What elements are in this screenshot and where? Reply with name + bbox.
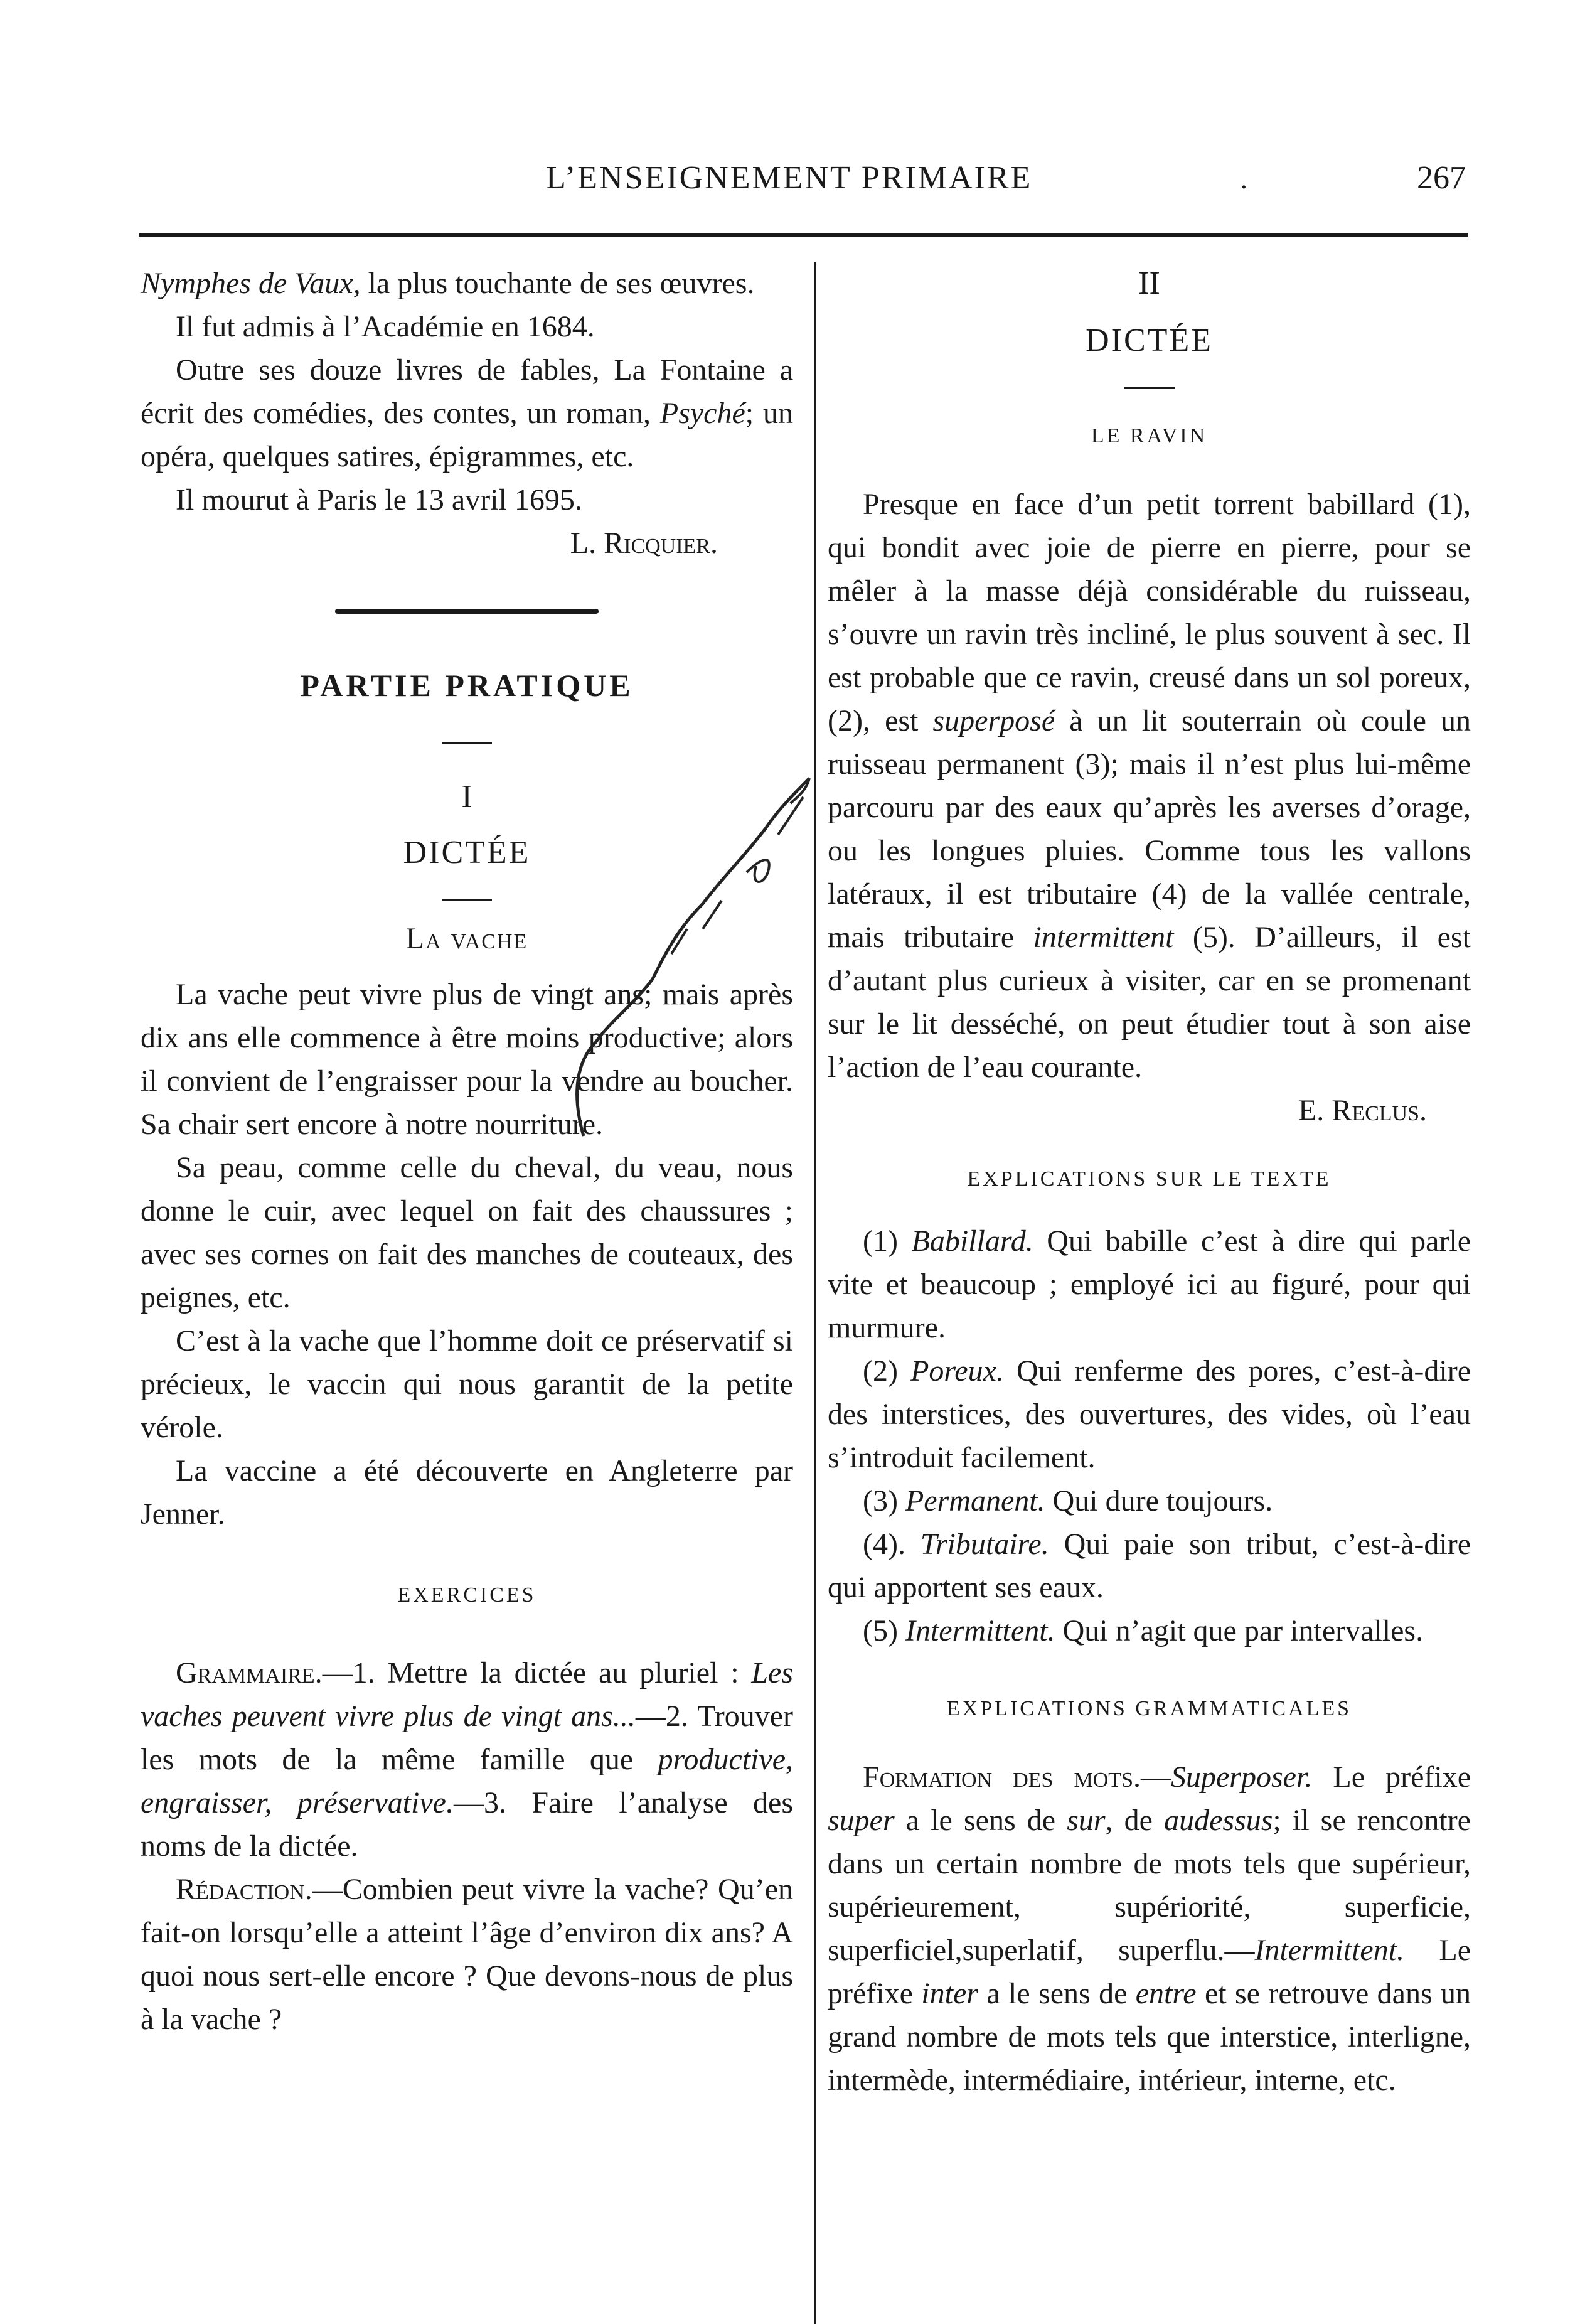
exercises-heading: EXERCICES <box>397 1583 536 1607</box>
text: , de <box>1105 1804 1165 1837</box>
running-header: L’ENSEIGNEMENT PRIMAIRE <box>546 160 1033 196</box>
page-number: 267 <box>1417 160 1466 196</box>
text-italic: Superposer. <box>1170 1760 1313 1794</box>
dictee-heading: DICTÉE <box>1086 323 1213 358</box>
label: Formation des mots. <box>863 1760 1141 1794</box>
text-italic: sur <box>1067 1804 1106 1837</box>
paragraph: La vaccine a été découverte en Angleterre par Jenner. <box>141 1454 793 1531</box>
text-italic: Intermittent. <box>1254 1934 1405 1967</box>
header-dot: . <box>1240 166 1248 195</box>
text: —3. Faire l’analyse des noms de la dictée. <box>141 1786 793 1863</box>
text-italic: Permanent. <box>905 1484 1045 1518</box>
label: Grammaire. <box>176 1656 323 1689</box>
text: et se retrouve dans un grand nombre de mots tels que interstice, interligne, intermède, intermédiaire, intérieur, interne, etc. <box>828 1977 1471 2097</box>
paragraph <box>828 1755 1471 2102</box>
paragraph <box>141 1651 793 1868</box>
text: ; il se rencontre dans un certain nombre de mots tels que supérieur, supérieurement, supériorité, superficie, superficiel,superlatif, superflu.— <box>828 1804 1471 1967</box>
paragraph <box>141 262 793 305</box>
text: ; un opéra, quelques satires, épigrammes, etc. <box>141 397 794 473</box>
text: Qui dure toujours. <box>1045 1484 1273 1518</box>
text: —Combien peut vivre la vache? Qu’en fait-on lorsqu’elle a atteint l’âge d’environ dix ans? A quoi nous sert-elle encore ? Que devons-nous de plus à la vache ? <box>141 1873 793 2036</box>
text: (5) <box>863 1614 905 1647</box>
text-italic: intermittent <box>1033 921 1174 954</box>
section-title: PARTIE PRATIQUE <box>300 668 634 703</box>
left-column <box>141 262 793 2041</box>
text-italic: entre <box>1135 1977 1197 2010</box>
text: a le sens de <box>894 1804 1067 1837</box>
text: Qui n’agit que par intervalles. <box>1055 1614 1424 1647</box>
paragraph: Il fut admis à l’Académie en 1684. <box>176 310 595 343</box>
header-rule <box>139 233 1468 237</box>
text: à un lit souterrain où coule un ruisseau permanent (3); mais il n’est plus lui-même parcouru par des eaux qu’après les averses d’orage, ou les longues pluies. Comme tous les vallons latéraux, il est tributaire (4) de la vallée centrale, mais tributaire <box>828 704 1471 954</box>
text-italic: audessus <box>1164 1804 1273 1837</box>
dictee-title: La vache <box>405 922 528 955</box>
text-italic: productive, engraisser, préservative. <box>141 1743 793 1819</box>
dictee-heading: DICTÉE <box>403 835 531 870</box>
text: —1. Mettre la dictée au pluriel : <box>322 1656 752 1689</box>
section-number: II <box>1138 265 1160 301</box>
text-italic: Tributaire. <box>920 1528 1049 1561</box>
label: Rédaction. <box>176 1873 312 1906</box>
handwritten-annotation <box>558 766 828 1149</box>
paragraph: Sa peau, comme celle du cheval, du veau, nous donne le cuir, avec lequel on fait des chaussures ; avec ses cornes on fait des manches de couteaux, des peignes, etc. <box>141 1151 793 1314</box>
explanation-item <box>828 1479 1471 1523</box>
right-column <box>828 262 1471 2102</box>
explanation-item <box>828 1523 1471 1609</box>
explanations-heading: EXPLICATIONS SUR LE TEXTE <box>967 1167 1332 1191</box>
text: Le préfixe <box>828 1934 1471 2010</box>
text-italic: inter <box>921 1977 978 2010</box>
grammar-heading: EXPLICATIONS GRAMMATICALES <box>946 1697 1352 1720</box>
text-italic: Poreux. <box>910 1354 1004 1388</box>
paragraph: C’est à la vache que l’homme doit ce préservatif si précieux, le vaccin qui nous garantit de la petite vérole. <box>141 1324 793 1444</box>
explanation-item <box>828 1609 1471 1652</box>
dictee-title: LE RAVIN <box>1091 424 1208 447</box>
text-italic: Intermittent. <box>905 1614 1055 1647</box>
text: —2. Trouver les mots de la même famille que <box>141 1700 793 1776</box>
text-italic: super <box>828 1804 895 1837</box>
text: — <box>1140 1760 1171 1794</box>
text-italic: superposé <box>932 704 1055 737</box>
text-italic: Psyché <box>659 397 745 430</box>
text-italic: Nymphes de Vaux, <box>141 267 361 300</box>
paragraph <box>141 1868 793 2041</box>
text: (2) <box>863 1354 911 1388</box>
column-rule <box>814 262 816 2324</box>
ornament-divider <box>335 609 599 614</box>
explanation-item <box>828 1349 1471 1479</box>
text: (5). D’ailleurs, il est d’autant plus curieux à visiter, car en se promenant sur le lit desséché, on peut étudier tout à son aise l’action de l’eau courante. <box>828 921 1471 1084</box>
text: Qui paie son tribut, c’est-à-dire qui apportent ses eaux. <box>828 1528 1471 1604</box>
text: Le préfixe <box>1312 1760 1471 1794</box>
text: Qui babille c’est à dire qui parle vite et beaucoup ; employé ici au figuré, pour qui murmure. <box>828 1224 1471 1344</box>
text: la plus touchante de ses œuvres. <box>360 267 755 300</box>
explanation-item <box>828 1219 1471 1349</box>
text: (4). <box>863 1528 921 1561</box>
text-italic: Les vaches peuvent vivre plus de vingt ans... <box>141 1656 793 1733</box>
signature: L. Ricquier. <box>570 527 718 560</box>
text: Qui renferme des pores, c’est-à-dire des interstices, des ouvertures, des vides, où l’eau s’introduit facilement. <box>828 1354 1471 1474</box>
text-italic: Babillard. <box>911 1224 1033 1258</box>
signature: E. Reclus. <box>1298 1094 1427 1127</box>
paragraph <box>141 348 793 478</box>
text: a le sens de <box>978 1977 1136 2010</box>
section-number: I <box>461 779 472 815</box>
paragraph <box>828 483 1471 1089</box>
text: (1) <box>863 1224 912 1258</box>
text: Presque en face d’un petit torrent babillard (1), qui bondit avec joie de pierre en pierre, pour se mêler à la masse déjà considérable du ruisseau, s’ouvre un ravin très incliné, le plus souvent à sec. Il est probable que ce ravin, creusé dans un sol poreux, (2), est <box>828 488 1471 737</box>
paragraph: La vache peut vivre plus de vingt ans; mais après dix ans elle commence à être moins productive; alors il convient de l’engraisser pour la vendre au boucher. Sa chair sert encore à notre nourriture. <box>141 978 793 1141</box>
text: Outre ses douze livres de fables, La Fontaine a écrit des comédies, des contes, un roman, <box>141 353 793 430</box>
paragraph: Il mourut à Paris le 13 avril 1695. <box>176 483 582 517</box>
text: (3) <box>863 1484 905 1518</box>
